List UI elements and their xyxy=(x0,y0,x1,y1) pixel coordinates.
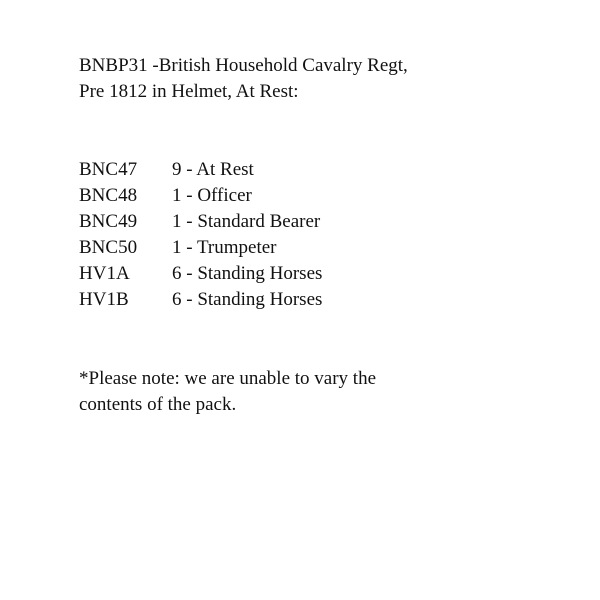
list-item xyxy=(79,157,322,183)
item-code: BNC50 xyxy=(79,237,138,258)
item-description: 1 - Standard Bearer xyxy=(172,211,321,232)
list-item xyxy=(79,235,322,261)
list-item xyxy=(79,183,322,209)
list-item xyxy=(79,261,322,287)
item-description: 6 - Standing Horses xyxy=(172,289,323,310)
item-code: BNC48 xyxy=(79,185,138,206)
item-description: 1 - Officer xyxy=(172,185,252,206)
pack-note-line-1: *Please note: we are unable to vary the xyxy=(79,368,377,389)
item-description: 1 - Trumpeter xyxy=(172,237,277,258)
list-item xyxy=(79,209,322,235)
item-code: HV1B xyxy=(79,289,129,310)
pack-note-line-2: contents of the pack. xyxy=(79,394,237,415)
item-description: 9 - At Rest xyxy=(172,159,254,180)
item-code: BNC49 xyxy=(79,211,138,232)
item-code: HV1A xyxy=(79,263,130,284)
pack-title-line-1: BNBP31 -British Household Cavalry Regt, xyxy=(79,55,408,76)
pack-title-line-2: Pre 1812 in Helmet, At Rest: xyxy=(79,81,299,102)
pack-title xyxy=(79,53,408,105)
pack-contents-list xyxy=(79,157,322,313)
pack-note xyxy=(79,366,376,418)
list-item xyxy=(79,287,322,313)
item-description: 6 - Standing Horses xyxy=(172,263,323,284)
item-code: BNC47 xyxy=(79,159,138,180)
